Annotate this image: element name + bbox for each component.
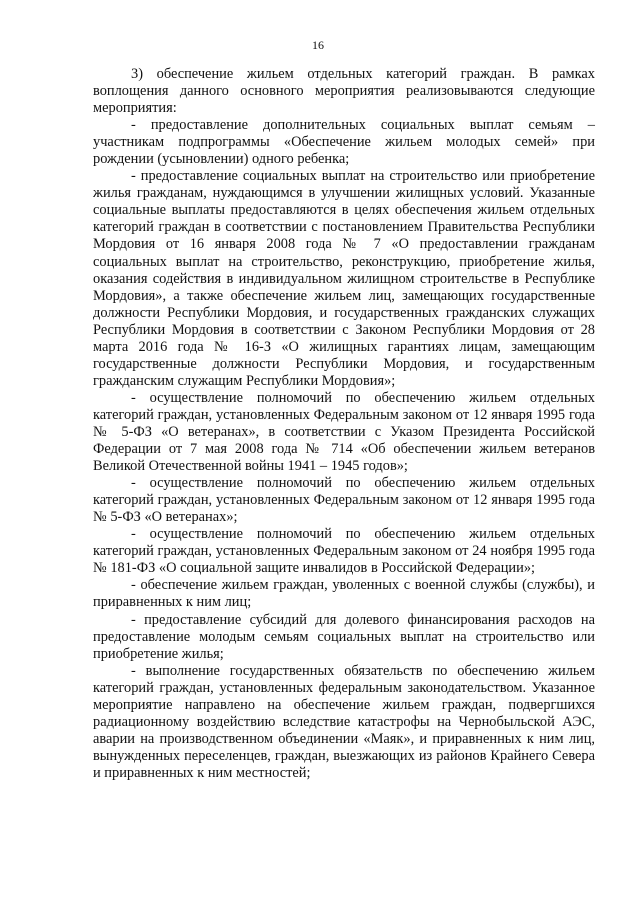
paragraph-list-item: - осуществление полномочий по обеспечению жильем отдельных категорий граждан, установленных Федеральным законом от 24 ноября 1995 года № 181-ФЗ «О социальной защите инвалидов в Российской Федерации»; (93, 526, 595, 577)
paragraph-list-item: - осуществление полномочий по обеспечению жильем отдельных категорий граждан, установленных Федеральным законом от 12 января 1995 года № 5-ФЗ «О ветеранах», в соответствии с Указом Президента Российской Федерации от 7 мая 2008 года № 714 «Об обеспечении жильем ветеранов Великой Отечественной войны 1941 – 1945 годов»; (93, 389, 595, 475)
paragraph-list-item: - выполнение государственных обязательств по обеспечению жильем категорий граждан, установленных федеральным законодательством. Указанное мероприятие направлено на обеспечение жильем граждан, подвергшихся радиационному воздействию вследствие катастрофы на Чернобыльской АЭС, аварии на производственном объединении «Маяк», и приравненных к ним лиц, вынужденных переселенцев, граждан, выезжающих из районов Крайнего Севера и приравненных к ним местностей; (93, 662, 595, 781)
paragraph-list-item: - предоставление социальных выплат на строительство или приобретение жилья гражданам, нуждающимся в улучшении жилищных условий. Указанные социальные выплаты предоставляются в целях обеспечения жильем отдельных категорий граждан в соответствии с постановлением Правительства Республики Мордовия от 16 января 2008 года № 7 «О предоставлении гражданам социальных выплат на строительство, реконструкцию, приобретение жилья, оказания содействия в индивидуальном жилищном строительстве в Республике Мордовия», а также обеспечение жильем лиц, замещающих государственные должности Республики Мордовия, и государственных гражданских служащих Республики Мордовия в соответствии с Законом Республики Мордовия от 28 марта 2016 года № 16-З «О жилищных гарантиях лицам, замещающим государственные должности Республики Мордовия, и государственным гражданским служащим Республики Мордовия»; (93, 168, 595, 389)
page-number: 16 (312, 38, 324, 52)
paragraph-list-item: - предоставление дополнительных социальных выплат семьям – участникам подпрограммы «Обеспечение жильем молодых семей» при рождении (усыновлении) одного ребенка; (93, 117, 595, 168)
paragraph-list-item: - предоставление субсидий для долевого финансирования расходов на предоставление молодым семьям социальных выплат на строительство или приобретение жилья; (93, 611, 595, 662)
paragraph-list-item: - обеспечение жильем граждан, уволенных с военной службы (службы), и приравненных к ним лиц; (93, 577, 595, 611)
paragraph-list-item: - осуществление полномочий по обеспечению жильем отдельных категорий граждан, установленных Федеральным законом от 12 января 1995 года № 5-ФЗ «О ветеранах»; (93, 475, 595, 526)
document-body (93, 66, 595, 782)
paragraph-intro: 3) обеспечение жильем отдельных категорий граждан. В рамках воплощения данного основного мероприятия реализовываются следующие мероприятия: (93, 66, 595, 117)
